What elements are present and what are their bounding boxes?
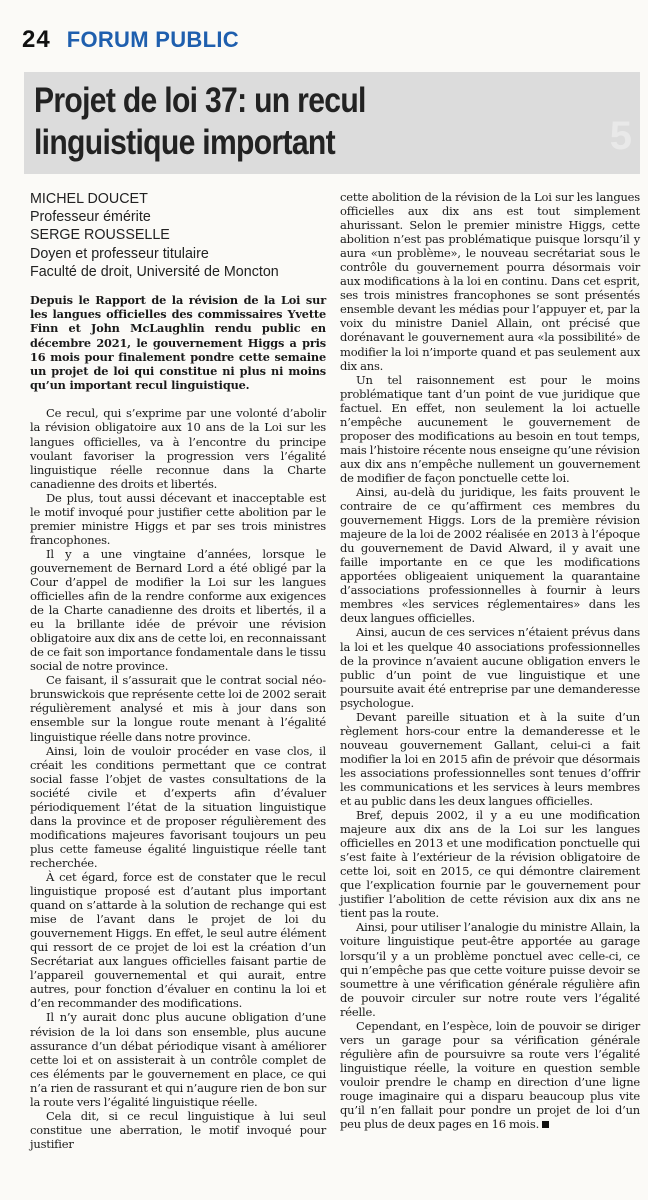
last-paragraph-text: Cependant, en l’espèce, loin de pouvoir se diriger vers un garage pour sa vérification générale régulière afin de poursuivre sa route vers l’égalité linguistique réelle, la voiture en question semble vouloir prendre le champ en direction d’une ligne rouge imaginaire qui a disparu beaucoup plus vite qu’il n’en fallait pour pondre un projet de loi d’un peu plus de deux pages en 16 mois.	[340, 1018, 640, 1132]
paragraph: Ainsi, aucun de ces services n’étaient prévus dans la loi et les quelque 40 associations professionnelles de la province n’avaient aucune obligation envers le public d’un point de vue linguistique et une poursuite avait été entreprise par une demanderesse psychologue.	[340, 625, 640, 710]
author-2-name: SERGE ROUSSELLE	[30, 227, 170, 244]
author-affiliation: Faculté de droit, Université de Moncton	[30, 263, 279, 280]
paragraph: De plus, tout aussi décevant et inacceptable est le motif invoqué pour justifier cette abolition par le premier ministre Higgs et par ses trois ministres francophones.	[30, 490, 326, 547]
paragraph: À cet égard, force est de constater que le recul linguistique proposé est d’autant plus important quand on s’attarde à la solution de rechange qui est mise de l’avant dans le projet de loi du gouvernement Higgs. En effet, le seul autre élément qui ressort de ce projet de loi est la création d’un Secrétariat aux langues officielles faisant partie de l’appareil gouvernemental et qui aurait, entre autres, pour fonction d’évaluer en continu la loi et d’en recommander des modifications.	[30, 869, 326, 1011]
page-number: 24	[22, 26, 51, 53]
page-header	[22, 26, 239, 56]
article-lead: Depuis le Rapport de la révision de la Loi sur les langues officielles des commissaires Yvette Finn et John McLaughlin rendu public en décembre 2021, le gouvernement Higgs a pris 16 mois pour finalement pondre cette semaine un projet de loi qui constitue ni plus ni moins qu’un important recul linguistique.	[30, 293, 326, 393]
section-name: FORUM PUBLIC	[66, 27, 239, 52]
author-1-title: Professeur émérite	[30, 209, 151, 226]
author-1-name: MICHEL DOUCET	[30, 191, 148, 207]
author-2-title: Doyen et professeur titulaire	[30, 245, 209, 262]
headline	[34, 80, 607, 164]
byline	[30, 190, 326, 281]
watermark-shape: 5	[609, 114, 632, 158]
headline-box	[24, 72, 640, 174]
headline-line-1: Projet de loi 37: un recul	[34, 81, 366, 120]
paragraph: Ce faisant, il s’assurait que le contrat social néo-brunswickois que représente cette loi de 2002 serait régulièrement analysé et mis à jour dans son ensemble sur la longue route menant à l’égalité linguistique réelle dans notre province.	[30, 673, 326, 744]
paragraph: Cela dit, si ce recul linguistique à lui seul constitue une aberration, le motif invoqué pour justifier	[30, 1108, 326, 1151]
paragraph: Un tel raisonnement est pour le moins problématique tant d’un point de vue juridique que factuel. En effet, non seulement la loi actuelle n’empêche aucunement le gouvernement de proposer des modifications au besoin en tout temps, mais l’histoire récente nous enseigne qu’une révision aux dix ans n’empêche nullement un gouvernement de modifier de façon ponctuelle cette loi.	[340, 372, 640, 485]
paragraph: Devant pareille situation et à la suite d’un règlement hors-cour entre la demanderesse et le nouveau gouvernement Gallant, celui-ci a fait modifier la loi en 2015 afin de prévoir que désormais les associations professionnelles sont tenues d’offrir les communications et les services à leurs membres et au public dans les deux langues officielles.	[340, 709, 640, 809]
paragraph: Il y a une vingtaine d’années, lorsque le gouvernement de Bernard Lord a été obligé par la Cour d’appel de modifier la Loi sur les langues officielles afin de la rendre conforme aux exigences de la Charte canadienne des droits et libertés, il a eu la brillante idée de prévoir une révision obligatoire aux dix ans de cette loi, en reconnaissant de ce fait son importance fondamentale dans le tissu social de notre province.	[30, 546, 326, 674]
paragraph: Ainsi, pour utiliser l’analogie du ministre Allain, la voiture linguistique peut-être apportée au garage lorsqu’il y a un problème ponctuel avec celle-ci, ce qui n’empêche pas que cette voiture puisse devoir se soumettre à une vérification générale régulière afin de pouvoir circuler sur notre route vers l’égalité réelle.	[340, 920, 640, 1019]
paragraph: Bref, depuis 2002, il y a eu une modification majeure aux dix ans de la Loi sur les langues officielles en 2013 et une modification ponctuelle qui s’est faite à l’extérieur de la révision obligatoire de cette loi, soit en 2015, ce qui démontre clairement que l’explication fournie par le gouvernement pour justifier l’abolition de cette révision aux dix ans ne tient pas la route.	[340, 808, 640, 921]
paragraph: Ce recul, qui s’exprime par une volonté d’abolir la révision obligatoire aux 10 ans de la Loi sur les langues officielles, va à l’encontre du principe voulant favoriser la progression vers l’égalité linguistique réelle reconnue dans la Charte canadienne des droits et libertés.	[30, 406, 326, 491]
paragraph: cette abolition de la révision de la Loi sur les langues officielles aux dix ans est tout simplement ahurissant. Selon le premier ministre Higgs, cette abolition n’est pas problématique puisque lorsqu’il y aura «un problème», le nouveau secrétariat sous le contrôle du gouvernement pourra désormais voir aux modifications à la loi en continu. Dans cet esprit, ses trois ministres francophones se sont présentés ensemble devant les médias pour l’appuyer et, par la voix du ministre Daniel Allain, ont précisé que dorénavant le gouvernement aura «la possibilité» de modifier la loi n’importe quand et pas seulement aux dix ans.	[340, 190, 640, 373]
paragraph: Il n’y aurait donc plus aucune obligation d’une révision de la loi dans son ensemble, plus aucune assurance d’un débat périodique visant à améliorer cette loi et on assisterait à un contrôle complet de ces éléments par le gouvernement en place, ce qui n’a rien de rassurant et qui n’augure rien de bon sur la route vers l’égalité linguistique réelle.	[30, 1010, 326, 1109]
article-right-column	[340, 190, 640, 1131]
headline-line-2: linguistique important	[34, 123, 335, 162]
last-paragraph	[340, 1019, 640, 1131]
paragraph: Ainsi, au-delà du juridique, les faits prouvent le contraire de ce qu’affirment ces membres du gouvernement Higgs. Lors de la première révision majeure de la loi de 2002 réalisée en 2013 à l’époque du gouvernement de David Alward, il y avait une faille importante en ce que les modifications apportées obligeaient uniquement la quarantaine d’associations professionnelles à fournir à leurs membres «les services réglementaires» dans les deux langues officielles.	[340, 484, 640, 626]
paragraph: Ainsi, loin de vouloir procéder en vase clos, il créait les conditions permettant que ce contrat social fasse l’objet de vastes consultations de la société civile et d’experts afin d’évaluer périodiquement l’état de la situation linguistique dans la province et de proposer régulièrement des modifications majeures favorisant toujours un peu plus cette fameuse égalité linguistique réelle tant recherchée.	[30, 743, 326, 870]
article-left-column	[30, 190, 326, 1151]
end-mark-icon	[542, 1121, 549, 1128]
